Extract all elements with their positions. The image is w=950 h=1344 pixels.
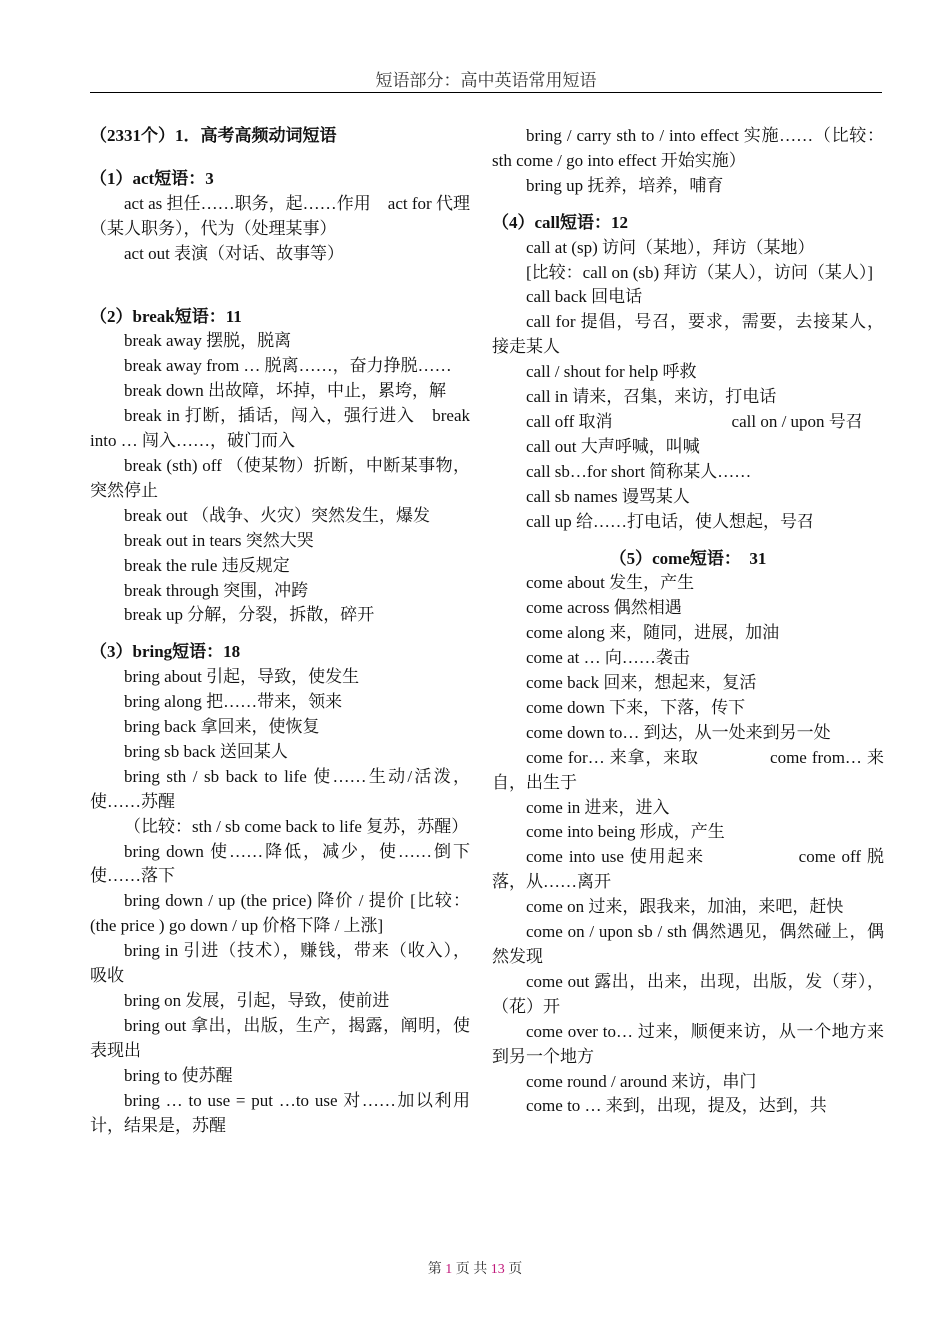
phrase-entry: call back 回电话: [526, 287, 643, 307]
phrase-entry: call / shout for help 呼救: [526, 362, 697, 382]
phrase-entry: break out in tears 突然大哭: [124, 530, 314, 550]
phrase-entry: bring about 引起，导致，使发生: [124, 667, 360, 687]
phrase-entry: bring along 把……带来，领来: [124, 692, 343, 712]
bring-heading: （3）bring短语：18: [90, 642, 241, 662]
phrase-entry: bring in 引进（技术），赚钱，带来（收入），吸收: [90, 941, 470, 986]
phrase-entry: break through 突围，冲跨: [124, 580, 309, 600]
phrase-entry: break away 摆脱，脱离: [124, 331, 292, 351]
phrase-entry: bring out 拿出，出版，生产，揭露，阐明，使表现出: [90, 1015, 470, 1060]
phrase-entry: break out （战争、火灾）突然发生，爆发: [124, 505, 430, 525]
call-heading: （4）call短语：12: [492, 212, 628, 232]
page-footer: [0, 1258, 950, 1278]
phrase-entry: come about 发生，产生: [526, 573, 695, 593]
phrase-entry: come on / upon sb / sth 偶然遇见，偶然碰上，偶然发现: [492, 922, 884, 966]
phrase-entry: break in 打断，插话，闯入，强行进入 break into … 闯入……，破门而入: [90, 406, 470, 451]
current-page-number: 1: [445, 1262, 453, 1277]
phrase-entry: come in 进来，进入: [526, 797, 670, 817]
phrase-entry: call sb…for short 简称某人……: [526, 461, 752, 481]
phrase-entry: break the rule 违反规定: [124, 555, 290, 575]
phrase-entry: come for… 来拿，来取 come from… 来自，出生于: [492, 747, 884, 792]
phrase-entry: （比较：sth / sb come back to life 复苏，苏醒）: [124, 816, 469, 836]
phrase-entry: bring on 发展，引起，导致，使前进: [124, 991, 390, 1010]
phrase-entry: bring back 拿回来，使恢复: [124, 717, 320, 737]
header-title: 短语部分：高中英语常用短语: [375, 71, 597, 90]
total-page-count: 13: [490, 1262, 505, 1277]
phrase-entry: bring down / up (the price) 降价 / 提价 [比较：(the price ) go down / up 价格下降 / 上涨]: [90, 891, 470, 936]
left-column: [90, 124, 470, 1138]
phrase-entry: bring to 使苏醒: [124, 1065, 233, 1085]
phrase-entry: call out 大声呼喊，叫喊: [526, 436, 700, 456]
phrase-entry: come back 回来，想起来，复活: [526, 673, 757, 693]
footer-suffix: 页: [508, 1262, 523, 1277]
phrase-entry: call for 提倡，号召，要求，需要，去接某人，接走某人: [492, 312, 884, 357]
phrase-entry: bring … to use = put …to use 对……加以利用计，结果是，苏醒: [90, 1090, 470, 1135]
phrase-entry: act as 担任……职务，起……作用 act for 代理（某人职务），代为（处理某事）: [90, 193, 470, 238]
right-column: [492, 124, 884, 1119]
footer-mid: 页 共: [455, 1262, 488, 1277]
phrase-entry: come at … 向……袭击: [526, 648, 690, 668]
phrase-entry: break away from … 脱离……，奋力挣脱……: [124, 356, 452, 376]
break-heading: （2）break短语：11: [90, 306, 242, 326]
phrase-entry: break up 分解，分裂，拆散，碎开: [124, 605, 375, 625]
phrase-entry: bring sth / sb back to life 使……生动/活泼，使……苏醒: [90, 766, 470, 811]
page-header: [90, 66, 882, 93]
phrase-entry: come out 露出，出来，出现，出版，发（芽），（花）开: [492, 971, 884, 1016]
phrase-entry: call sb names 谩骂某人: [526, 486, 690, 506]
footer-prefix: 第: [427, 1262, 442, 1277]
phrase-entry: come down to… 到达，从一处来到另一处: [526, 722, 831, 742]
phrase-entry: call at (sp) 访问（某地），拜访（某地）: [526, 237, 815, 257]
phrase-entry: act out 表演（对话、故事等）: [124, 243, 345, 263]
phrase-entry: come into use 使用起来 come off 脱落，从……离开: [492, 847, 884, 892]
phrase-entry: come down 下来，下落，传下: [526, 697, 746, 717]
phrase-entry: [比较：call on (sb) 拜访（某人），访问（某人）]: [526, 262, 874, 282]
phrase-entry: come to … 来到，出现，提及，达到，共: [526, 1096, 827, 1116]
phrase-entry: come on 过来，跟我来，加油，来吧，赶快: [526, 897, 844, 917]
phrase-entry: come into being 形成，产生: [526, 822, 725, 842]
phrase-entry: come across 偶然相遇: [526, 598, 682, 618]
come-heading: （5）come短语： 31: [609, 548, 767, 568]
phrase-entry: call up 给……打电话，使人想起，号召: [526, 511, 815, 531]
phrase-entry: bring sb back 送回某人: [124, 741, 288, 761]
phrase-entry: call off 取消 call on / upon 号召: [526, 411, 863, 431]
phrase-entry: break (sth) off （使某物）折断，中断某事物，突然停止: [90, 455, 470, 500]
act-heading: （1）act短语：3: [90, 168, 214, 188]
phrase-entry: bring up 抚养，培养，哺育: [526, 175, 724, 195]
phrase-entry: bring down 使……降低，减少，使……倒下使……落下: [90, 841, 470, 886]
phrase-entry: bring / carry sth to / into effect 实施……（比较：sth come / go into effect 开始实施）: [492, 126, 884, 170]
phrase-entry: break down 出故障，坏掉，中止，累垮，解: [124, 381, 447, 401]
phrase-entry: come along 来，随同，进展，加油: [526, 623, 780, 643]
section-title: （2331个）1．高考高频动词短语: [90, 126, 337, 145]
phrase-entry: call in 请来，召集，来访，打电话: [526, 387, 777, 407]
phrase-entry: come round / around 来访，串门: [526, 1071, 757, 1091]
phrase-entry: come over to… 过来，顺便来访，从一个地方来到另一个地方: [492, 1021, 884, 1066]
